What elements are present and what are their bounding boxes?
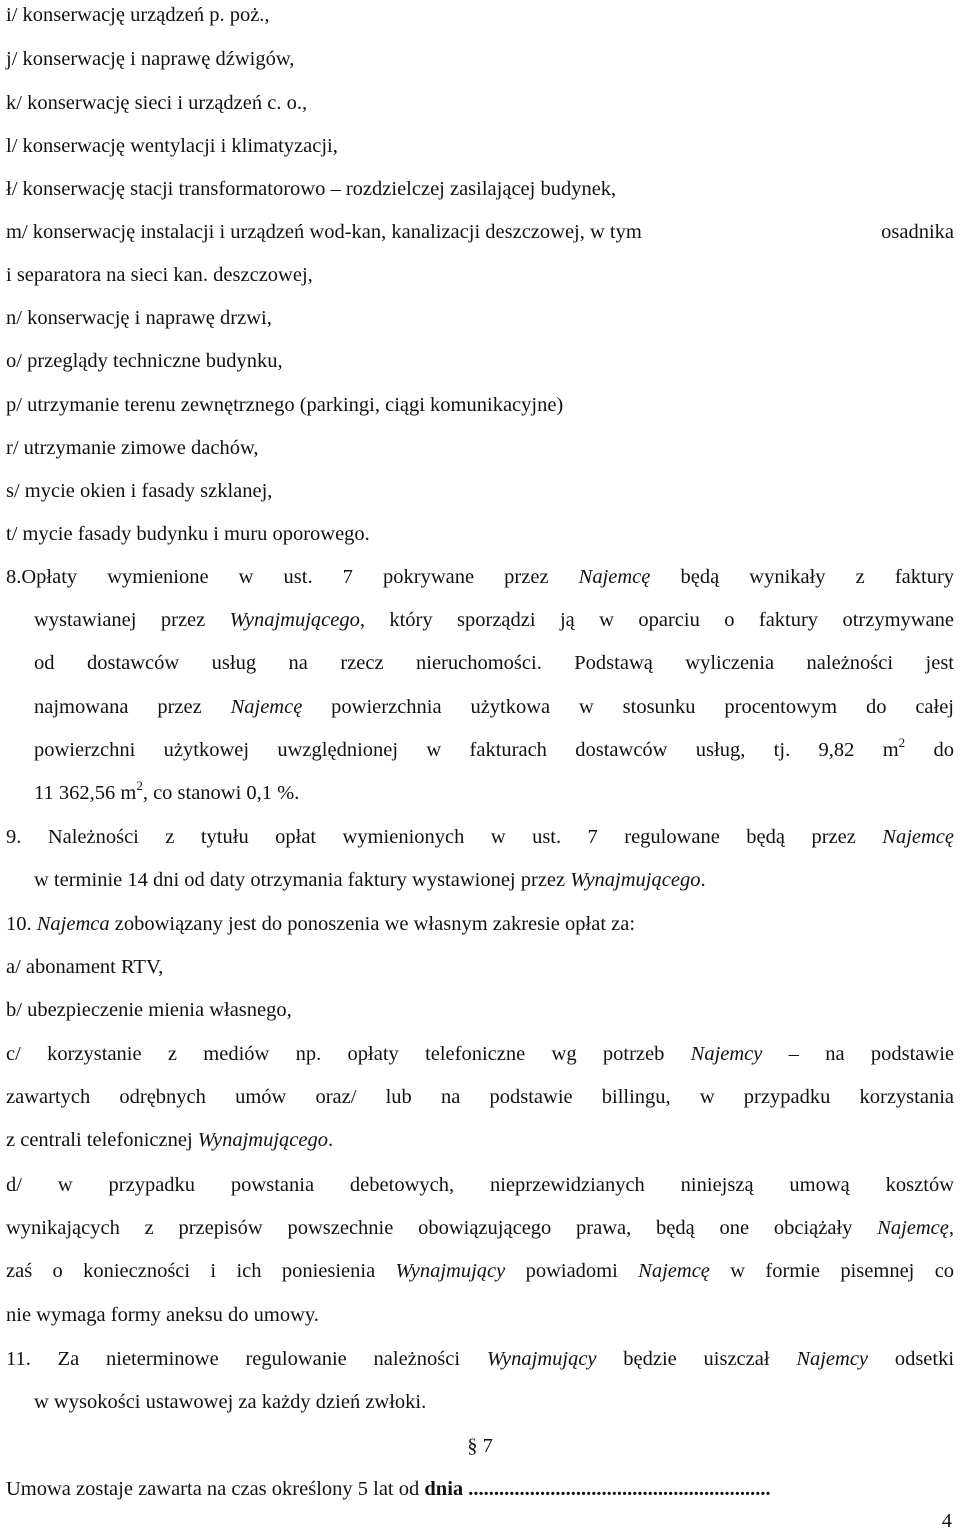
paragraph-10-item-a: a/ abonament RTV, [6,956,164,978]
paragraph-10-item-c-line-3: z centrali telefonicznej Wynajmującego. [6,1129,334,1151]
paragraph-10-item-c-line-1: c/ korzystanie z mediów np. opłaty telefoniczne wg potrzeb Najemcy – na podstawie [6,1043,954,1065]
party-najemca: Najemcę [882,826,954,848]
list-item-s: s/ mycie okien i fasady szklanej, [6,480,273,502]
party-najemca: Najemcę [230,696,303,718]
party-wynajmujacy: Wynajmującego [570,869,701,891]
paragraph-10-item-d-line-1: d/ w przypadku powstania debetowych, nieprzewidzianych niniejszą umową kosztów [6,1174,954,1196]
list-item-t: t/ mycie fasady budynku i muru oporowego. [6,523,370,545]
paragraph-8-line-2: wystawianej przez Wynajmującego, który sporządzi ją w oparciu o faktury otrzymywane [34,609,955,631]
section-heading: § 7 [467,1435,493,1457]
paragraph-8-line-6: 11 362,56 $m^2$, co stanowi 0,1 %. [34,778,300,804]
contract-term-line: Umowa zostaje zawarta na czas określony 5 lat od dnia ........................................................... [6,1478,771,1500]
party-wynajmujacy: Wynajmujący [395,1260,506,1282]
paragraph-11-line-2: w wysokości ustawowej za każdy dzień zwłoki. [34,1391,427,1413]
paragraph-10-line-1: 10. Najemca zobowiązany jest do ponoszenia we własnym zakresie opłat za: [6,913,636,935]
page-number: 4 [941,1510,952,1532]
paragraph-10-item-b: b/ ubezpieczenie mienia własnego, [6,999,292,1021]
party-najemca: Najemcę [638,1260,710,1282]
list-item-j: j/ konserwację i naprawę dźwigów, [6,48,295,70]
list-item-o: o/ przeglądy techniczne budynku, [6,350,283,372]
party-najemca: Najemca [36,913,110,935]
list-item-l: l/ konserwację wentylacji i klimatyzacji, [6,135,338,157]
paragraph-9-line-1: 9. Należności z tytułu opłat wymienionych w ust. 7 regulowane będą przez Najemcę [6,826,954,848]
paragraph-8-line-3: od dostawców usług na rzecz nieruchomości. Podstawą wyliczenia należności jest [34,652,954,674]
paragraph-10-item-c-line-2: zawartych odrębnych umów oraz/ lub na podstawie billingu, w przypadku korzystania [6,1086,954,1108]
list-item-m-cont: i separatora na sieci kan. deszczowej, [6,264,313,286]
list-item-l-stroke: ł/ konserwację stacji transformatorowo – rozdzielczej zasilającej budynek, [6,178,617,200]
party-wynajmujacy: Wynajmujący [486,1348,597,1370]
paragraph-8-line-5: powierzchni użytkowej uwzględnionej w fakturach dostawców usług, tj. 9,82 $m^2$ do [34,735,954,761]
list-item-m [6,219,954,245]
list-item-i: i/ konserwację urządzeń p. poż., [6,4,270,26]
list-item-m-text: m/ konserwację instalacji i urządzeń wod-kan, kanalizacji deszczowej, w tym [6,221,642,243]
party-najemca: Najemcę [877,1217,949,1239]
party-wynajmujacy: Wynajmującego [229,609,360,631]
paragraph-11-line-1: 11. Za nieterminowe regulowanie należności Wynajmujący będzie uiszczał Najemcy odsetki [6,1348,955,1370]
paragraph-10-item-d-line-2: wynikających z przepisów powszechnie obowiązującego prawa, będą one obciążały Najemcę, [6,1217,955,1239]
party-najemca: Najemcę [578,566,651,588]
party-najemca: Najemcy [796,1348,869,1370]
party-najemca: Najemcy [690,1043,763,1065]
list-item-m-end: osadnika [881,221,954,243]
paragraph-8-line-4: najmowana przez Najemcę powierzchnia użytkowa w stosunku procentowym do całej [34,696,955,718]
list-item-k: k/ konserwację sieci i urządzeń c. o., [6,92,308,114]
list-item-n: n/ konserwację i naprawę drzwi, [6,307,272,329]
list-item-r: r/ utrzymanie zimowe dachów, [6,437,259,459]
paragraph-8-line-1: 8.Opłaty wymienione w ust. 7 pokrywane przez Najemcę będą wynikały z faktury [6,566,955,588]
party-wynajmujacy: Wynajmującego [197,1129,328,1151]
paragraph-9-line-2: w terminie 14 dni od daty otrzymania faktury wystawionej przez Wynajmującego. [34,869,706,891]
list-item-p: p/ utrzymanie terenu zewnętrznego (parkingi, ciągi komunikacyjne) [6,394,564,416]
paragraph-10-item-d-line-3: zaś o konieczności i ich poniesienia Wynajmujący powiadomi Najemcę w formie pisemnej co [6,1260,955,1282]
paragraph-10-item-d-line-4: nie wymaga formy aneksu do umowy. [6,1304,319,1326]
